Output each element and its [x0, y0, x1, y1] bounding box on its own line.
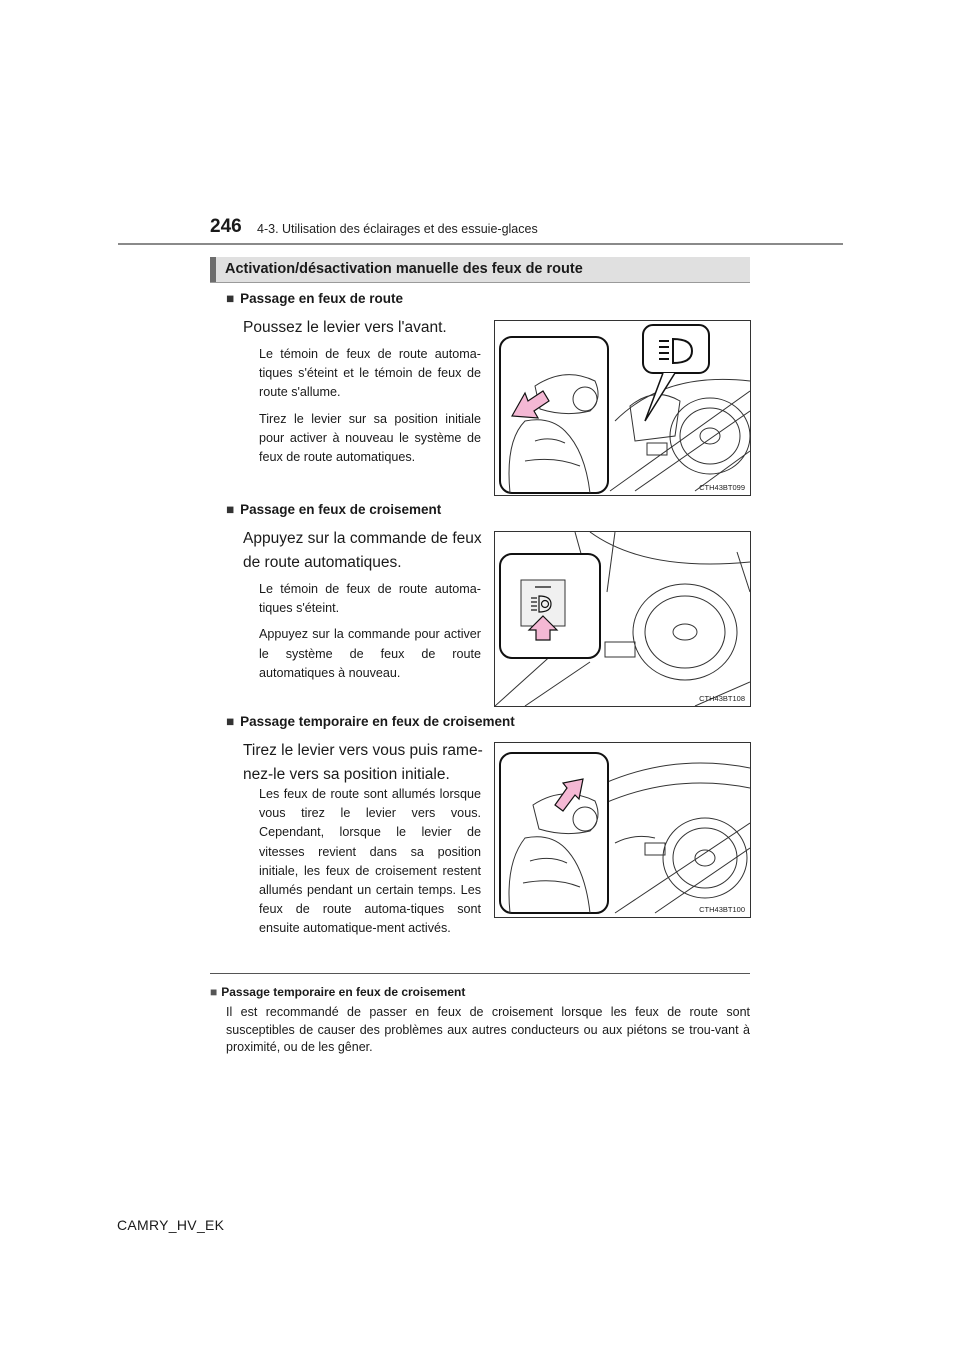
description-paragraph: Tirez le levier sur sa position initiale pour activer à nouveau le système de feux de route automatiques. — [259, 411, 481, 465]
figure-code: CTH43BT100 — [699, 905, 745, 914]
item-action: Appuyez sur la commande de feux de route automatiques. — [243, 530, 482, 571]
dashboard-lever-drawing — [495, 321, 750, 495]
description-paragraph: Le témoin de feux de route automa-tiques s'éteint. — [259, 582, 481, 616]
item-heading-text: Passage en feux de croisement — [240, 502, 442, 517]
item-heading — [226, 714, 515, 729]
section-underline — [210, 282, 750, 283]
zoom-inset — [500, 753, 608, 913]
item-action: Tirez le levier vers vous puis rame-nez-le vers sa position initiale. — [243, 742, 483, 783]
section-marker — [210, 257, 216, 283]
note-divider — [210, 973, 750, 974]
item-description — [259, 580, 481, 690]
item-heading-text: Passage temporaire en feux de croisement — [240, 714, 515, 729]
description-paragraph: Les feux de route sont allumés lorsque vous tirez le levier vers vous. Cependant, lorsque le levier de vitesses revient dans sa position initiale, les feux de croisement restent allumés pendant un certain temps. Les feux de route automa-tiques sont ensuite automatique-ment activés. — [259, 787, 481, 936]
section-heading — [210, 257, 750, 283]
section-title: Activation/désactivation manuelle des feux de route — [225, 261, 583, 277]
header-divider — [118, 243, 843, 245]
figure-code: CTH43BT099 — [699, 483, 745, 492]
figure-code: CTH43BT108 — [699, 694, 745, 703]
page-number: 246 — [210, 216, 242, 237]
item-heading-text: Passage en feux de route — [240, 291, 403, 306]
item-heading — [226, 291, 403, 306]
callout-box — [643, 325, 709, 373]
square-bullet-icon: ■ — [226, 502, 235, 517]
illustration-flash-lever — [494, 742, 751, 918]
square-bullet-icon: ■ — [210, 985, 218, 999]
dashboard-switch-drawing — [495, 532, 750, 706]
description-paragraph: Appuyez sur la commande pour activer le système de feux de route automatiques à nouveau. — [259, 627, 481, 680]
square-bullet-icon: ■ — [226, 291, 235, 306]
note-title-text: Passage temporaire en feux de croisement — [221, 985, 466, 999]
note-title — [210, 985, 465, 999]
dashboard-lever-drawing — [495, 743, 750, 917]
item-heading — [226, 502, 441, 517]
illustration-auto-high-beam-switch — [494, 531, 751, 707]
item-description — [259, 345, 481, 474]
square-bullet-icon: ■ — [226, 714, 235, 729]
illustration-high-beam-lever — [494, 320, 751, 496]
footer-model-code: CAMRY_HV_EK — [117, 1217, 225, 1233]
item-action: Poussez le levier vers l'avant. — [243, 319, 447, 336]
description-paragraph: Le témoin de feux de route automa-tiques s'éteint et le témoin de feux de route s'allume. — [259, 347, 481, 400]
item-description — [259, 785, 481, 946]
note-body: Il est recommandé de passer en feux de croisement lorsque les feux de route sont susceptibles de causer des problèmes aux autres conducteurs ou aux piétons se trou-vant à proximité, ou de les gêner. — [226, 1005, 750, 1054]
chapter-title: 4-3. Utilisation des éclairages et des essuie-glaces — [257, 222, 538, 236]
